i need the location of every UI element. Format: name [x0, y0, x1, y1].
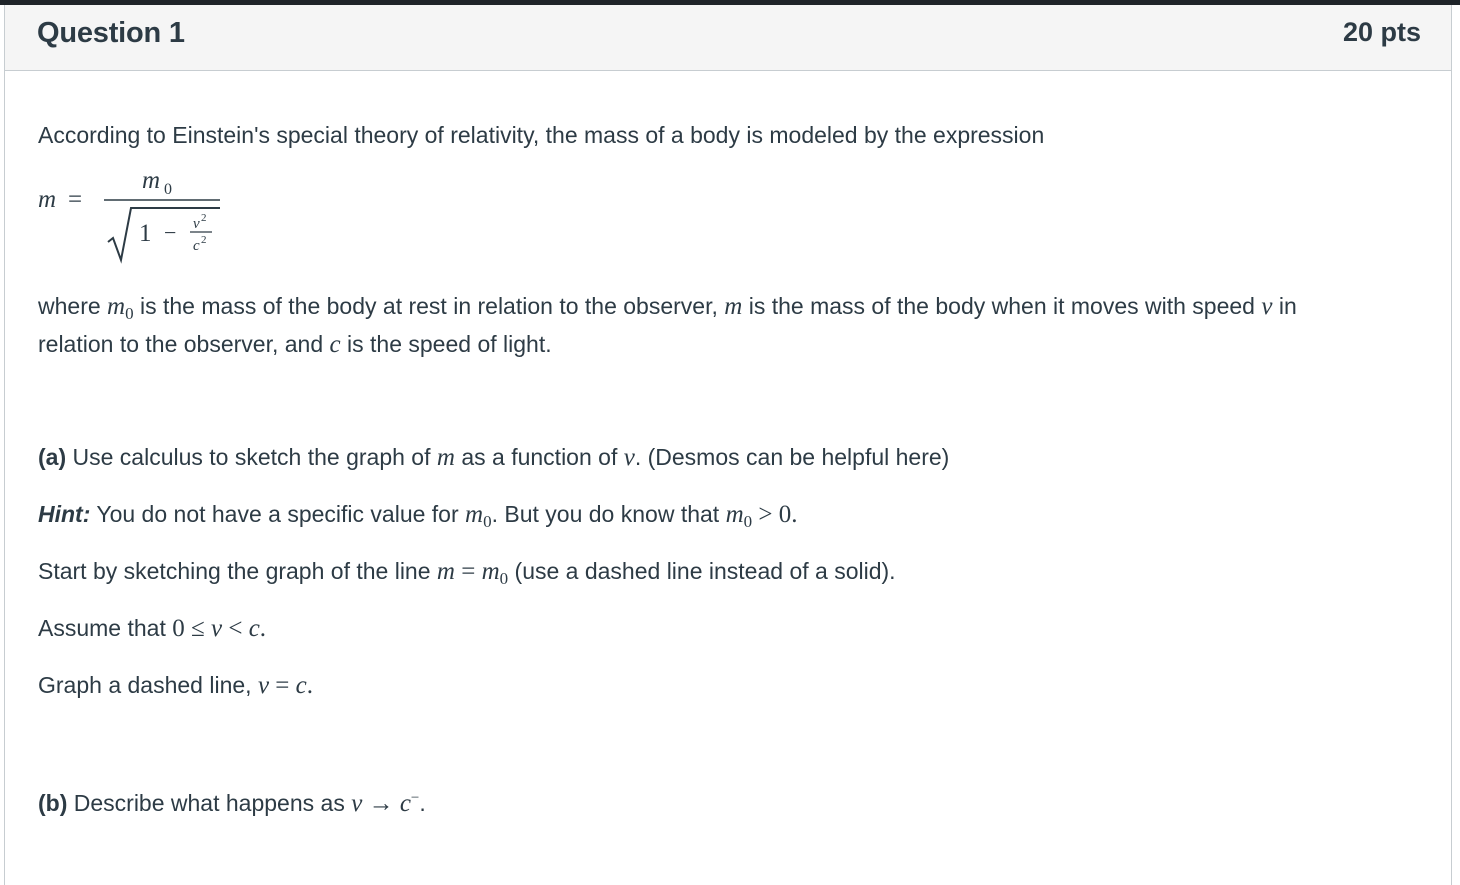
start-m: m	[436, 558, 455, 585]
intro-text: According to Einstein's special theory of relativity, the mass of a body is modeled by the expression	[38, 122, 1045, 148]
hint-m0: m	[465, 501, 484, 528]
where-text-1: where	[38, 293, 108, 319]
where-c: c	[329, 331, 341, 358]
graph-line-end: .	[306, 672, 314, 699]
where-m: m	[724, 293, 743, 320]
hint-text-1: You do not have a specific value for	[90, 501, 466, 527]
assume-le: ≤	[184, 615, 211, 642]
part-b-c: c	[399, 790, 411, 817]
part-b-arrow: →	[362, 790, 400, 817]
inner-numerator: v	[193, 216, 200, 232]
part-a-label: (a)	[38, 444, 67, 470]
assume-zero: 0	[172, 615, 185, 642]
question-card	[4, 5, 1452, 885]
hint-label: Hint:	[38, 501, 91, 527]
question-title: Question 1	[37, 17, 185, 49]
question-points: 20 pts	[1342, 17, 1421, 47]
assume-v: v	[210, 615, 223, 642]
inner-numerator-sup: 2	[201, 212, 207, 224]
where-m0: m	[107, 293, 126, 320]
graph-line-eq: =	[269, 672, 296, 699]
part-b-end: .	[419, 790, 426, 816]
hint-m0b-sub: 0	[743, 512, 753, 531]
graph-line-c: c	[295, 672, 307, 699]
start-text-1: Start by sketching the graph of the line	[38, 558, 437, 584]
where-v: v	[1261, 293, 1273, 320]
inner-denominator: c	[193, 238, 200, 254]
where-text-5: relation to the observer, and	[38, 331, 330, 357]
formula-equals: =	[68, 186, 83, 213]
formula-lhs: m	[38, 186, 57, 213]
inner-denominator-sup: 2	[201, 234, 207, 246]
hint-m0-sub: 0	[483, 512, 492, 531]
part-b	[38, 779, 426, 823]
part-b-text: Describe what happens as	[67, 790, 352, 816]
start-m0-sub: 0	[499, 569, 509, 588]
part-a-m: m	[436, 444, 455, 471]
hint-text-2: . But you do know that	[491, 501, 726, 527]
assume-line	[38, 609, 266, 648]
graph-line	[38, 666, 313, 705]
part-a-text-3: . (Desmos can be helpful here)	[634, 444, 950, 470]
start-line	[38, 552, 896, 598]
start-m0: m	[481, 558, 500, 585]
part-b-label: (b)	[38, 790, 68, 816]
where-text-4: in	[1272, 293, 1297, 319]
mass-formula-svg	[38, 168, 238, 272]
radicand-minus: −	[164, 220, 177, 245]
assume-c: c	[248, 615, 260, 642]
where-text-3: is the mass of the body when it moves with speed	[742, 293, 1262, 319]
assume-text: Assume that	[38, 615, 173, 641]
part-a-text-2: as a function of	[454, 444, 624, 470]
part-a-text-1: Use calculus to sketch the graph of	[66, 444, 437, 470]
where-text-2: is the mass of the body at rest in relation to the observer,	[133, 293, 725, 319]
hint-gt-zero: > 0.	[752, 501, 798, 528]
mass-formula	[38, 168, 238, 272]
where-m0-sub: 0	[125, 304, 134, 323]
formula-numerator: m	[142, 167, 161, 194]
formula-numerator-sub: 0	[164, 181, 172, 198]
graph-line-text: Graph a dashed line,	[38, 672, 258, 698]
assume-lt: <	[222, 615, 249, 642]
where-line-2	[38, 325, 552, 364]
question-header	[5, 5, 1451, 71]
graph-line-v: v	[257, 672, 270, 699]
part-a	[38, 438, 949, 477]
part-a-v: v	[623, 444, 635, 471]
part-b-minus-sup: −	[410, 790, 420, 806]
where-text-6: is the speed of light.	[340, 331, 552, 357]
hint	[38, 495, 798, 541]
radicand-one: 1	[139, 220, 152, 247]
start-eq: =	[454, 558, 482, 585]
start-text-2: (use a dashed line instead of a solid).	[508, 558, 896, 584]
part-b-v: v	[351, 790, 363, 817]
assume-end: .	[259, 615, 267, 642]
hint-m0b: m	[725, 501, 744, 528]
